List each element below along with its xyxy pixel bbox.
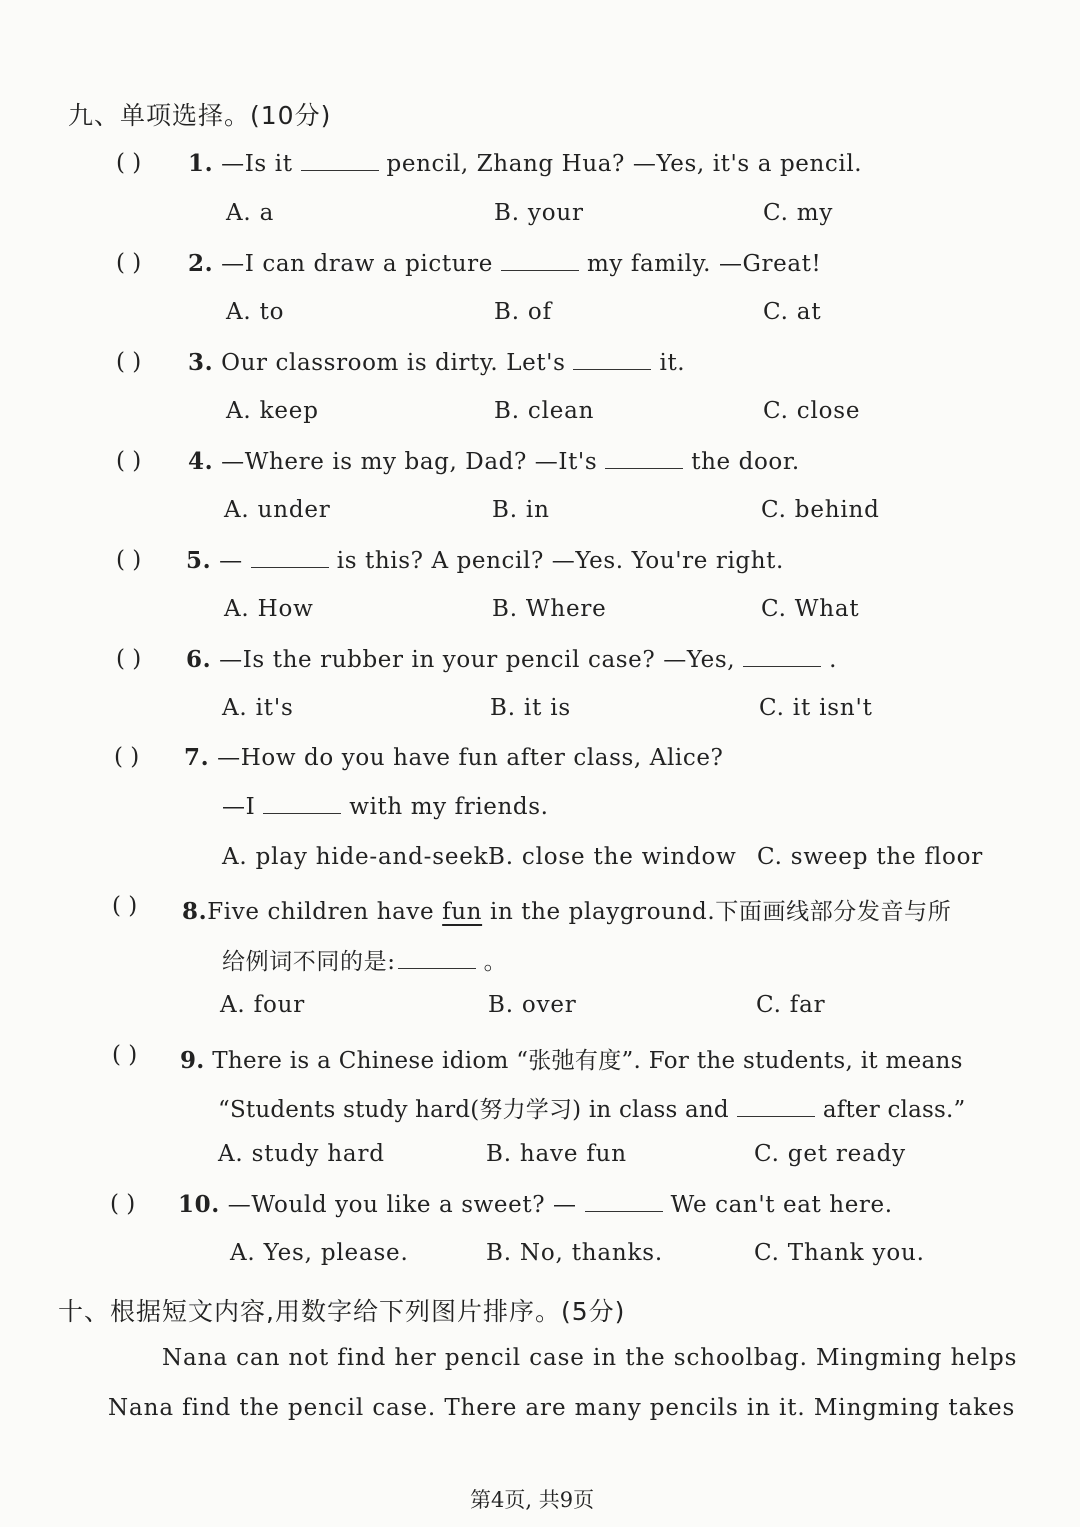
- option-c[interactable]: C. What: [761, 596, 860, 622]
- option-b[interactable]: B. have fun: [486, 1141, 627, 1167]
- question-8: [182, 893, 951, 926]
- option-a[interactable]: A. four: [220, 992, 305, 1018]
- option-c[interactable]: C. behind: [761, 497, 880, 523]
- option-c[interactable]: C. sweep the floor: [757, 844, 984, 870]
- option-b[interactable]: B. close the window: [488, 844, 737, 870]
- question-text: —Is the rubber in your pencil case? —Yes,: [219, 647, 736, 673]
- option-c[interactable]: C. at: [763, 299, 822, 325]
- option-c[interactable]: C. Thank you.: [754, 1240, 925, 1266]
- option-b[interactable]: B. your: [494, 200, 584, 226]
- answer-blank[interactable]: [737, 1098, 815, 1117]
- answer-paren[interactable]: ( ): [116, 448, 142, 474]
- question-text: in the playground.下面画线部分发音与所: [482, 899, 952, 925]
- question-text: —How do you have fun after class, Alice?: [217, 745, 724, 771]
- question-8-line-2: [222, 943, 507, 976]
- question-text: —I can draw a picture: [221, 251, 493, 277]
- option-b[interactable]: B. Where: [492, 596, 607, 622]
- question-10: [178, 1191, 893, 1218]
- answer-blank[interactable]: [251, 549, 329, 568]
- passage-line: Nana find the pencil case. There are many pencils in it. Mingming takes: [108, 1395, 1016, 1421]
- option-b[interactable]: B. it is: [490, 695, 571, 721]
- question-2: [188, 250, 821, 277]
- answer-paren[interactable]: ( ): [110, 1191, 136, 1217]
- answer-paren[interactable]: ( ): [112, 893, 138, 919]
- option-a[interactable]: A. play hide-and-seek: [222, 844, 489, 870]
- answer-paren[interactable]: ( ): [116, 349, 142, 375]
- option-b[interactable]: B. clean: [494, 398, 595, 424]
- question-9: [180, 1042, 963, 1075]
- question-number: 8.: [182, 898, 208, 925]
- section-9-title: 九、单项选择。(10分): [68, 101, 332, 130]
- question-text: —Is it: [221, 151, 293, 177]
- answer-blank[interactable]: [585, 1193, 663, 1212]
- option-a[interactable]: A. How: [224, 596, 314, 622]
- answer-blank[interactable]: [605, 450, 683, 469]
- option-a[interactable]: A. keep: [226, 398, 319, 424]
- answer-blank[interactable]: [501, 252, 579, 271]
- question-text: —Would you like a sweet? —: [227, 1192, 577, 1218]
- question-text: with my friends.: [349, 794, 549, 820]
- question-1: [188, 150, 862, 177]
- answer-blank[interactable]: [263, 795, 341, 814]
- answer-paren[interactable]: ( ): [114, 744, 140, 770]
- question-number: 1.: [188, 150, 214, 177]
- answer-blank[interactable]: [398, 950, 476, 969]
- option-c[interactable]: C. get ready: [754, 1141, 906, 1167]
- answer-blank[interactable]: [573, 351, 651, 370]
- answer-paren[interactable]: ( ): [116, 150, 142, 176]
- question-text: Five children have: [207, 899, 443, 925]
- question-text: pencil, Zhang Hua? —Yes, it's a pencil.: [386, 151, 863, 177]
- option-c[interactable]: C. my: [763, 200, 834, 226]
- option-b[interactable]: B. over: [488, 992, 577, 1018]
- option-b[interactable]: B. No, thanks.: [486, 1240, 663, 1266]
- question-text: the door.: [691, 449, 800, 475]
- question-4: [188, 448, 800, 475]
- question-number: 3.: [188, 349, 214, 376]
- option-c[interactable]: C. it isn't: [759, 695, 873, 721]
- question-text: —: [219, 548, 243, 574]
- section-10-title: 十、根据短文内容,用数字给下列图片排序。(5分): [58, 1297, 626, 1326]
- question-number: 4.: [188, 448, 214, 475]
- question-text: 给例词不同的是:: [222, 949, 396, 975]
- option-c[interactable]: C. close: [763, 398, 861, 424]
- question-number: 6.: [186, 646, 212, 673]
- question-text: We can't eat here.: [670, 1192, 893, 1218]
- question-number: 5.: [186, 547, 212, 574]
- option-b[interactable]: B. of: [494, 299, 552, 325]
- option-a[interactable]: A. it's: [222, 695, 294, 721]
- question-text: —Where is my bag, Dad? —It's: [221, 449, 598, 475]
- page-number: 第4页, 共9页: [470, 1488, 595, 1512]
- question-3: [188, 349, 685, 376]
- question-text: 。: [483, 949, 508, 975]
- passage-line: Nana can not find her pencil case in the schoolbag. Mingming helps: [162, 1345, 1018, 1371]
- question-text: after class.”: [822, 1097, 966, 1123]
- question-text: is this? A pencil? —Yes. You're right.: [336, 548, 784, 574]
- answer-paren[interactable]: ( ): [116, 547, 142, 573]
- question-7-line-2: [222, 794, 549, 820]
- question-text: my family. —Great!: [586, 251, 822, 277]
- answer-paren[interactable]: ( ): [116, 646, 142, 672]
- question-number: 9.: [180, 1047, 205, 1074]
- question-number: 10.: [178, 1191, 220, 1218]
- question-9-line-2: [218, 1091, 965, 1124]
- option-b[interactable]: B. in: [492, 497, 550, 523]
- option-a[interactable]: A. Yes, please.: [230, 1240, 409, 1266]
- question-text: .: [829, 647, 838, 673]
- question-5: [186, 547, 784, 574]
- question-7: [184, 744, 724, 771]
- option-a[interactable]: A. a: [226, 200, 275, 226]
- question-text: Our classroom is dirty. Let's: [221, 350, 566, 376]
- answer-paren[interactable]: ( ): [112, 1042, 138, 1068]
- question-text: “Students study hard(努力学习) in class and: [218, 1097, 729, 1123]
- question-number: 2.: [188, 250, 214, 277]
- answer-blank[interactable]: [743, 648, 821, 667]
- option-c[interactable]: C. far: [756, 992, 826, 1018]
- underlined-word: fun: [442, 899, 483, 925]
- question-text: it.: [659, 350, 686, 376]
- option-a[interactable]: A. study hard: [218, 1141, 385, 1167]
- question-6: [186, 646, 837, 673]
- option-a[interactable]: A. to: [226, 299, 285, 325]
- answer-paren[interactable]: ( ): [116, 250, 142, 276]
- option-a[interactable]: A. under: [224, 497, 331, 523]
- question-number: 7.: [184, 744, 210, 771]
- question-text: There is a Chinese idiom “张弛有度”. For the students, it means: [212, 1048, 963, 1074]
- answer-blank[interactable]: [301, 152, 379, 171]
- question-text: —I: [222, 794, 256, 820]
